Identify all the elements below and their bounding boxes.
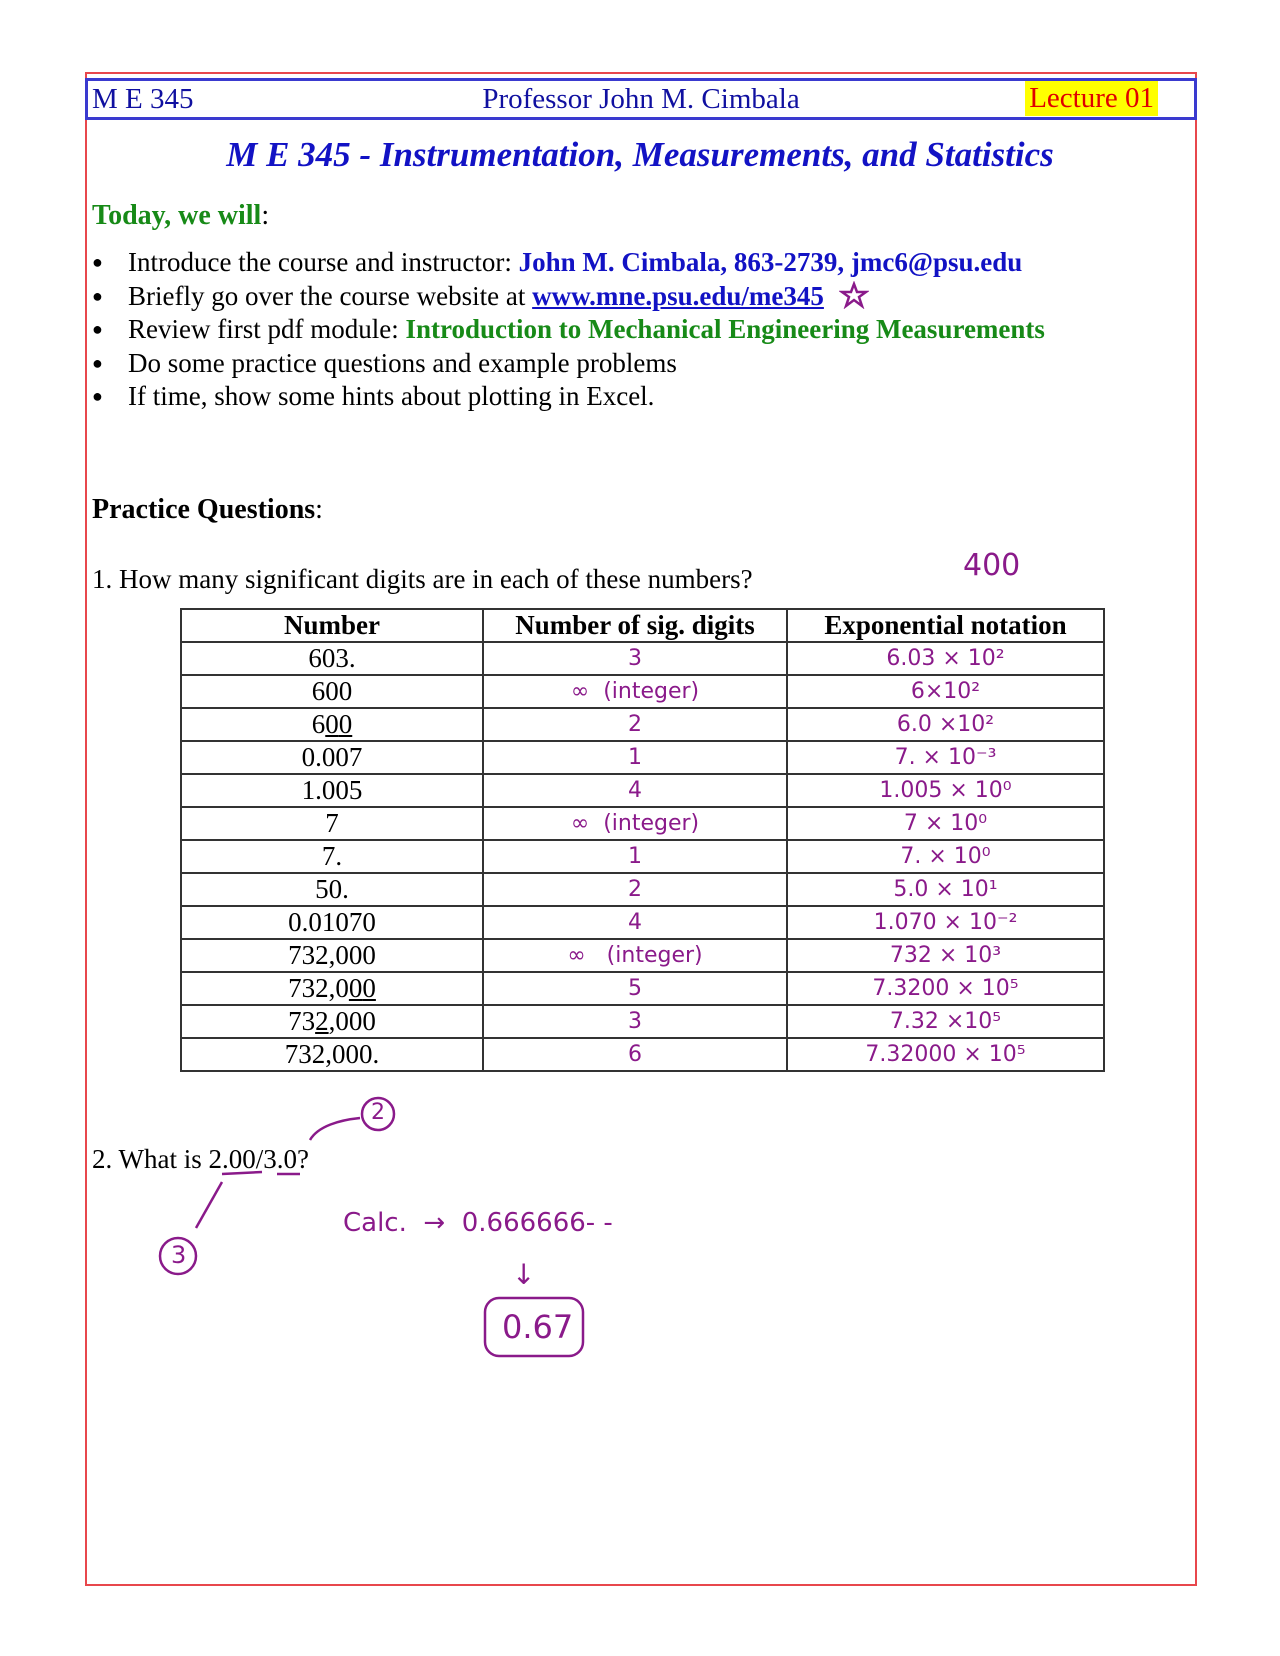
circle-label: 3	[171, 1241, 187, 1269]
sig-digits-cell: 3	[483, 1005, 787, 1038]
number-cell: 7	[181, 807, 483, 840]
exponential-cell: 7.32000 × 10⁵	[787, 1038, 1104, 1071]
sig-digits-cell: 4	[483, 774, 787, 807]
sig-digits-cell: 1	[483, 741, 787, 774]
header-bar	[85, 78, 1197, 120]
exponential-cell: 7 × 10⁰	[787, 807, 1104, 840]
bullet-icon: ●	[92, 352, 103, 373]
practice-colon: :	[315, 494, 323, 525]
number-cell: 7.	[181, 840, 483, 873]
list-item: ● Do some practice questions and example problems	[92, 347, 1045, 381]
table-row	[181, 906, 1104, 939]
sig-digits-cell: ∞ (integer)	[483, 939, 787, 972]
sig-digits-cell: 2	[483, 873, 787, 906]
column-header: Number of sig. digits	[483, 609, 787, 642]
exponential-cell: 1.005 × 10⁰	[787, 774, 1104, 807]
course-code: M E 345	[92, 83, 194, 115]
bullet-icon: ●	[92, 252, 103, 272]
sig-digits-cell: 4	[483, 906, 787, 939]
list-item: ● Briefly go over the course website at www.mne.psu.edu/me345	[92, 280, 1045, 314]
exponential-cell: 732 × 10³	[787, 939, 1104, 972]
sig-digits-cell: 3	[483, 642, 787, 675]
sig-digits-cell: 5	[483, 972, 787, 1005]
sig-digits-cell: 1	[483, 840, 787, 873]
number-cell: 50.	[181, 873, 483, 906]
sig-digits-table	[180, 608, 1105, 1072]
table-header-row	[181, 609, 1104, 642]
table-row	[181, 873, 1104, 906]
number-cell: 600	[181, 675, 483, 708]
table-row	[181, 1038, 1104, 1071]
number-cell: 732,000	[181, 939, 483, 972]
list-item: ● If time, show some hints about plotting in Excel.	[92, 380, 1045, 414]
sig-digits-cell: 2	[483, 708, 787, 741]
sig-digits-cell: ∞ (integer)	[483, 807, 787, 840]
list-item: ● Review first pdf module: Introduction to Mechanical Engineering Measurements	[92, 313, 1045, 347]
exponential-cell: 1.070 × 10⁻²	[787, 906, 1104, 939]
page-title: M E 345 - Instrumentation, Measurements, and Statistics	[226, 135, 1054, 174]
table-row	[181, 807, 1104, 840]
today-heading	[92, 200, 269, 232]
final-answer: 0.67	[502, 1308, 574, 1346]
table-row	[181, 939, 1104, 972]
list-item: ● Introduce the course and instructor: John M. Cimbala, 863-2739, jmc6@psu.edu	[92, 246, 1045, 280]
number-cell: 732,000.	[181, 1038, 483, 1071]
lecture-number: Lecture 01	[1025, 81, 1158, 116]
question-2: 2. What is 2.00/3.0?	[92, 1144, 309, 1174]
table-row	[181, 642, 1104, 675]
course-website-link[interactable]: www.mne.psu.edu/me345	[532, 280, 824, 311]
exponential-cell: 7.32 ×10⁵	[787, 1005, 1104, 1038]
number-cell: 603.	[181, 642, 483, 675]
column-header: Number	[181, 609, 483, 642]
table-row	[181, 708, 1104, 741]
table-row	[181, 1005, 1104, 1038]
number-cell: 732,000	[181, 1005, 483, 1038]
exponential-cell: 6×10²	[787, 675, 1104, 708]
table-row	[181, 840, 1104, 873]
number-cell: 732,000	[181, 972, 483, 1005]
question-1: 1. How many significant digits are in each of these numbers?	[92, 564, 753, 594]
number-cell: 1.005	[181, 774, 483, 807]
bullet-icon: ●	[92, 386, 103, 406]
bullet-icon: ●	[92, 319, 103, 339]
table-row	[181, 675, 1104, 708]
number-cell: 0.01070	[181, 906, 483, 939]
table-row	[181, 774, 1104, 807]
table-row	[181, 972, 1104, 1005]
exponential-cell: 5.0 × 10¹	[787, 873, 1104, 906]
practice-heading	[92, 494, 323, 526]
number-cell: 600	[181, 708, 483, 741]
exponential-cell: 7. × 10⁰	[787, 840, 1104, 873]
sig-digits-cell: ∞ (integer)	[483, 675, 787, 708]
agenda-list	[92, 246, 1045, 414]
sig-digits-cell: 6	[483, 1038, 787, 1071]
calc-note: Calc. → 0.666666- -	[343, 1208, 613, 1238]
instructor-contact: John M. Cimbala, 863-2739, jmc6@psu.edu	[518, 247, 1023, 277]
circle-label: 2	[371, 1100, 385, 1125]
practice-label: Practice Questions	[92, 494, 316, 525]
down-arrow-icon: ↓	[512, 1258, 536, 1291]
exponential-cell: 7. × 10⁻³	[787, 741, 1104, 774]
professor-name: Professor John M. Cimbala	[482, 83, 800, 115]
star-annotation-icon	[839, 281, 869, 309]
today-colon: :	[261, 200, 270, 231]
table-row	[181, 741, 1104, 774]
exponential-cell: 7.3200 × 10⁵	[787, 972, 1104, 1005]
bullet-icon: ●	[92, 285, 103, 306]
column-header: Exponential notation	[787, 609, 1104, 642]
handwritten-note: 400	[963, 548, 1021, 583]
number-cell: 0.007	[181, 741, 483, 774]
module-title: Introduction to Mechanical Engineering Measurements	[405, 314, 1045, 344]
exponential-cell: 6.03 × 10²	[787, 642, 1104, 675]
exponential-cell: 6.0 ×10²	[787, 708, 1104, 741]
today-label: Today, we will	[92, 200, 262, 231]
